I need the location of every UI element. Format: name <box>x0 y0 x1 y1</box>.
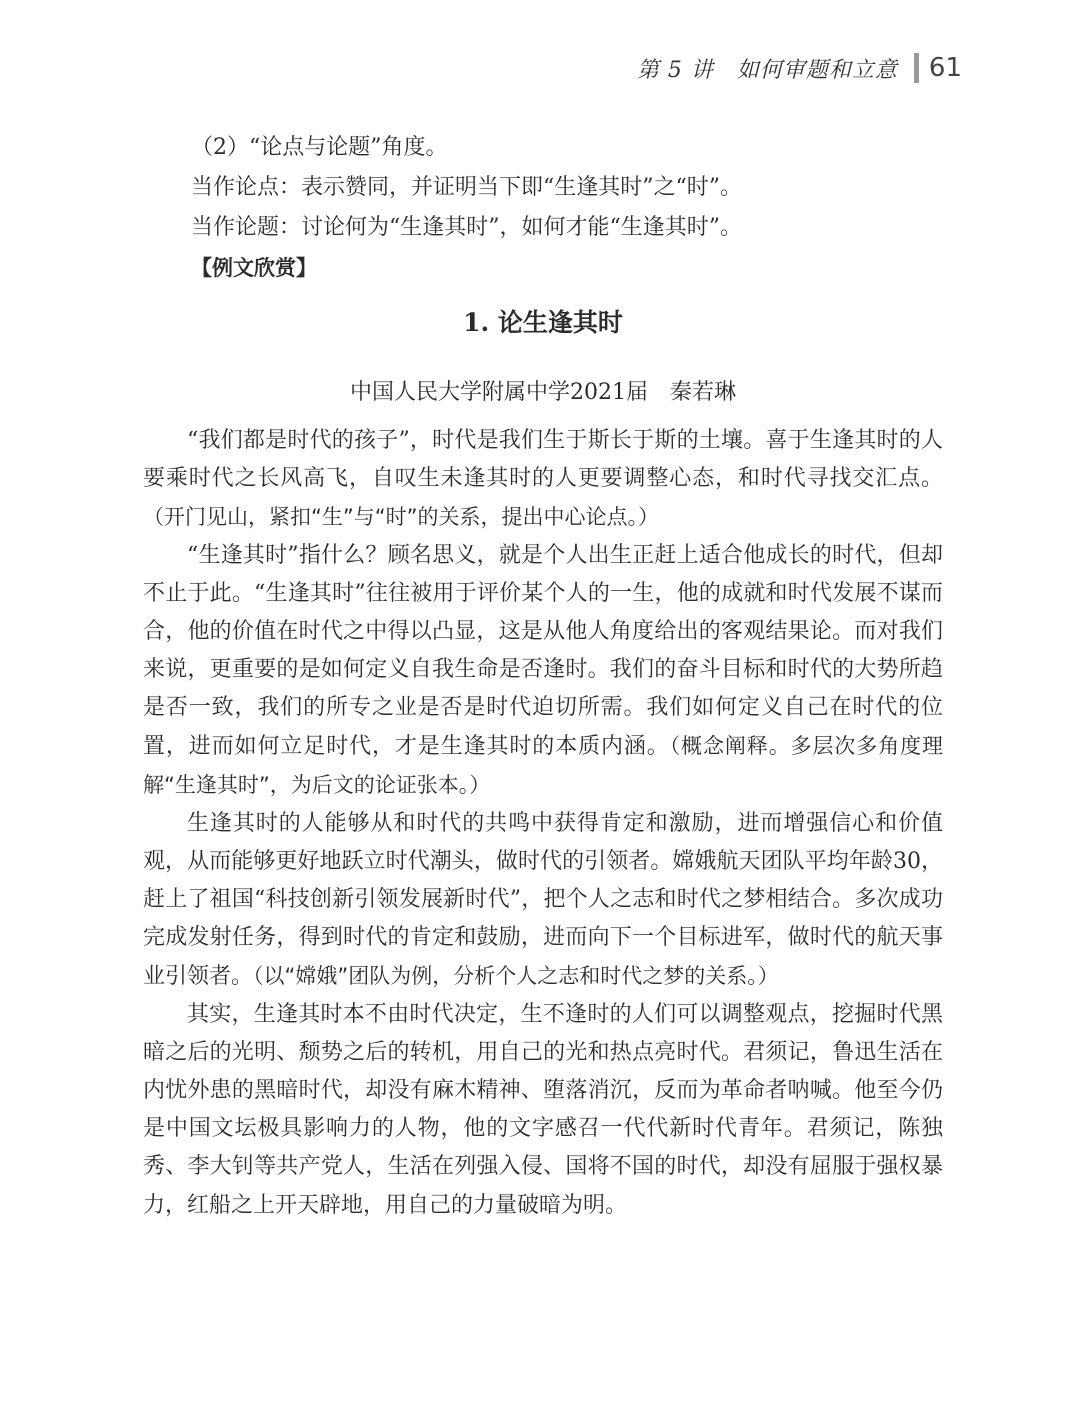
paragraph-text: 其实，生逢其时本不由时代决定，生不逢时的人们可以调整观点，挖掘时代黑暗之后的光明、颓势之后的转机，用自己的光和热点亮时代。君须记，鲁迅生活在内忧外患的黑暗时代，却没有麻木精神、堕落消沉，反而为革命者呐喊。他至今仍是中国文坛极具影响力的人物，他的文字感召一代代新时代青年。君须记，陈独秀、李大钊等共产党人，生活在列强入侵、国将不国的时代，却没有屈服于强权暴力，红船之上开天辟地，用自己的力量破暗为明。 <box>143 1002 943 1218</box>
essay-title: 1. 论生逢其时 <box>463 308 623 337</box>
angle-heading: （2）“论点与论题”角度。 <box>191 135 448 160</box>
section-tag <box>143 248 943 289</box>
running-header <box>637 50 962 86</box>
essay-body <box>143 422 943 1225</box>
as-topic-line: 当作论题：讨论何为“生逢其时”，如何才能“生逢其时”。 <box>191 215 742 240</box>
paragraph-text: “我们都是时代的孩子”，时代是我们生于斯长于斯的土壤。喜于生逢其时的人要乘时代之长风高飞，自叹生未逢其时的人更要调整心态，和时代寻找交汇点。 <box>143 428 943 491</box>
as-argument-line: 当作论点：表示赞同，并证明当下即“生逢其时”之“时”。 <box>191 175 742 200</box>
commentary-note: （以“嫦娥”团队为例，分析个人之志和时代之梦的关系。） <box>253 964 779 988</box>
header-divider-bar <box>914 53 919 83</box>
essay-paragraph <box>143 996 943 1225</box>
essay-paragraph <box>143 805 943 996</box>
chapter-running-title: 第 5 讲 如何审题和立意 <box>636 57 898 83</box>
page-number: 61 <box>928 53 962 83</box>
intro-section <box>143 128 943 413</box>
paragraph-text: “生逢其时”指什么？顾名思义，就是个人出生正赶上适合他成长的时代，但却不止于此。“生逢其时”往往被用于评价某个人的一生，他的成就和时代发展不谋而合，他的价值在时代之中得以凸显，这是从他人角度给出的客观结果论。而对我们来说，更重要的是如何定义自我生命是否逢时。我们的奋斗目标和时代的大势所趋是否一致，我们的所专之业是否是时代迫切所需。我们如何定义自己在时代的位置，进而如何立足时代，才是生逢其时的本质内涵。 <box>143 543 943 759</box>
commentary-note: （概念阐释。多层次多角度理解“生逢其时”，为后文的论证张本。） <box>143 734 943 797</box>
paragraph-text: 生逢其时的人能够从和时代的共鸣中获得肯定和激励，进而增强信心和价值观，从而能够更好地跃立时代潮头，做时代的引领者。嫦娥航天团队平均年龄30，赶上了祖国“科技创新引领发展新时代”，把个人之志和时代之梦相结合。多次成功完成发射任务，得到时代的肯定和鼓励，进而向下一个目标进军，做时代的航天事业引领者。 <box>143 811 943 989</box>
essay-paragraph <box>143 537 943 805</box>
essay-byline: 中国人民大学附属中学2021届 秦若琳 <box>350 380 736 405</box>
section-tag-label: 【例文欣赏】 <box>191 256 317 280</box>
commentary-note: （开门见山，紧扣“生”与“时”的关系，提出中心论点。） <box>143 505 660 529</box>
essay-paragraph <box>143 422 943 537</box>
